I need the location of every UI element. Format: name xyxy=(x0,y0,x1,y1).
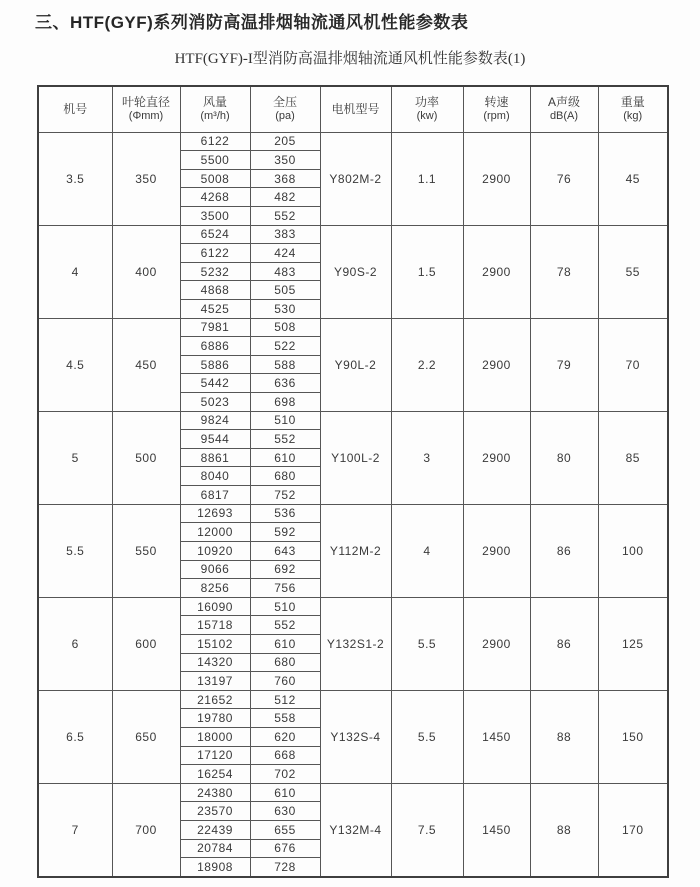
cell-weight: 45 xyxy=(598,132,668,225)
cell-pressure: 728 xyxy=(250,858,320,877)
cell-pressure: 510 xyxy=(250,411,320,430)
cell-motor: Y90L-2 xyxy=(320,318,391,411)
cell-noise: 86 xyxy=(530,504,598,597)
cell-flow: 5886 xyxy=(180,355,250,374)
cell-pressure: 512 xyxy=(250,690,320,709)
cell-diameter: 450 xyxy=(112,318,180,411)
header-row xyxy=(38,86,668,132)
cell-flow: 15102 xyxy=(180,634,250,653)
cell-pressure: 508 xyxy=(250,318,320,337)
cell-weight: 150 xyxy=(598,690,668,783)
cell-pressure: 752 xyxy=(250,486,320,505)
cell-weight: 85 xyxy=(598,411,668,504)
table-body xyxy=(38,132,668,877)
cell-pressure: 620 xyxy=(250,728,320,747)
cell-pressure: 588 xyxy=(250,355,320,374)
cell-pressure: 756 xyxy=(250,579,320,598)
cell-power: 7.5 xyxy=(391,783,463,877)
cell-flow: 4868 xyxy=(180,281,250,300)
col-header-motor: 电机型号 xyxy=(320,86,391,132)
table-row xyxy=(38,132,668,151)
cell-pressure: 610 xyxy=(250,448,320,467)
cell-pressure: 368 xyxy=(250,169,320,188)
cell-flow: 23570 xyxy=(180,802,250,821)
cell-flow: 9544 xyxy=(180,430,250,449)
cell-flow: 22439 xyxy=(180,821,250,840)
table-row xyxy=(38,318,668,337)
col-header-weight: 重量 (kg) xyxy=(598,86,668,132)
cell-pressure: 552 xyxy=(250,430,320,449)
cell-diameter: 600 xyxy=(112,597,180,690)
cell-pressure: 505 xyxy=(250,281,320,300)
col-header-noise: A声级 dB(A) xyxy=(530,86,598,132)
table-row xyxy=(38,225,668,244)
cell-pressure: 680 xyxy=(250,467,320,486)
page-title: 三、HTF(GYF)系列消防高温排烟轴流通风机性能参数表 xyxy=(35,13,469,32)
cell-pressure: 655 xyxy=(250,821,320,840)
cell-pressure: 668 xyxy=(250,746,320,765)
cell-flow: 4268 xyxy=(180,188,250,207)
col-header-flow: 风量 (m³/h) xyxy=(180,86,250,132)
cell-pressure: 510 xyxy=(250,597,320,616)
cell-pressure: 350 xyxy=(250,151,320,170)
cell-flow: 7981 xyxy=(180,318,250,337)
cell-weight: 70 xyxy=(598,318,668,411)
cell-noise: 80 xyxy=(530,411,598,504)
cell-speed: 2900 xyxy=(463,132,530,225)
cell-weight: 100 xyxy=(598,504,668,597)
cell-flow: 9066 xyxy=(180,560,250,579)
table-subtitle: HTF(GYF)-I型消防高温排烟轴流通风机性能参数表(1) xyxy=(174,51,526,67)
cell-flow: 12693 xyxy=(180,504,250,523)
table-row xyxy=(38,690,668,709)
cell-flow: 4525 xyxy=(180,299,250,318)
cell-flow: 6886 xyxy=(180,337,250,356)
cell-flow: 6524 xyxy=(180,225,250,244)
cell-flow: 5008 xyxy=(180,169,250,188)
cell-pressure: 482 xyxy=(250,188,320,207)
cell-model: 4 xyxy=(38,225,112,318)
cell-motor: Y90S-2 xyxy=(320,225,391,318)
cell-diameter: 550 xyxy=(112,504,180,597)
cell-pressure: 702 xyxy=(250,765,320,784)
cell-pressure: 558 xyxy=(250,709,320,728)
cell-pressure: 610 xyxy=(250,634,320,653)
cell-flow: 13197 xyxy=(180,672,250,691)
cell-flow: 5023 xyxy=(180,393,250,412)
cell-pressure: 636 xyxy=(250,374,320,393)
cell-pressure: 483 xyxy=(250,262,320,281)
table-header xyxy=(38,86,668,132)
cell-model: 6 xyxy=(38,597,112,690)
cell-pressure: 552 xyxy=(250,206,320,225)
cell-pressure: 383 xyxy=(250,225,320,244)
cell-flow: 5442 xyxy=(180,374,250,393)
cell-flow: 18000 xyxy=(180,728,250,747)
cell-pressure: 760 xyxy=(250,672,320,691)
cell-pressure: 592 xyxy=(250,523,320,542)
cell-power: 5.5 xyxy=(391,597,463,690)
cell-power: 1.1 xyxy=(391,132,463,225)
cell-noise: 88 xyxy=(530,690,598,783)
col-header-power: 功率 (kw) xyxy=(391,86,463,132)
cell-flow: 5232 xyxy=(180,262,250,281)
cell-speed: 2900 xyxy=(463,411,530,504)
cell-flow: 14320 xyxy=(180,653,250,672)
cell-flow: 12000 xyxy=(180,523,250,542)
cell-motor: Y802M-2 xyxy=(320,132,391,225)
cell-speed: 2900 xyxy=(463,597,530,690)
cell-flow: 10920 xyxy=(180,541,250,560)
cell-pressure: 680 xyxy=(250,653,320,672)
cell-power: 4 xyxy=(391,504,463,597)
cell-flow: 20784 xyxy=(180,839,250,858)
cell-flow: 8861 xyxy=(180,448,250,467)
cell-model: 3.5 xyxy=(38,132,112,225)
cell-speed: 2900 xyxy=(463,225,530,318)
cell-diameter: 500 xyxy=(112,411,180,504)
col-header-model: 机号 xyxy=(38,86,112,132)
cell-flow: 21652 xyxy=(180,690,250,709)
cell-power: 1.5 xyxy=(391,225,463,318)
cell-pressure: 205 xyxy=(250,132,320,151)
cell-flow: 8256 xyxy=(180,579,250,598)
cell-flow: 6122 xyxy=(180,132,250,151)
cell-speed: 2900 xyxy=(463,318,530,411)
cell-power: 5.5 xyxy=(391,690,463,783)
cell-flow: 9824 xyxy=(180,411,250,430)
col-header-speed: 转速 (rpm) xyxy=(463,86,530,132)
table-row xyxy=(38,411,668,430)
cell-speed: 1450 xyxy=(463,783,530,877)
cell-motor: Y132S-4 xyxy=(320,690,391,783)
table-row xyxy=(38,783,668,802)
cell-noise: 76 xyxy=(530,132,598,225)
cell-pressure: 698 xyxy=(250,393,320,412)
cell-weight: 55 xyxy=(598,225,668,318)
cell-pressure: 552 xyxy=(250,616,320,635)
fan-parameters-table xyxy=(37,85,669,878)
table-row xyxy=(38,504,668,523)
cell-power: 2.2 xyxy=(391,318,463,411)
cell-flow: 16090 xyxy=(180,597,250,616)
cell-power: 3 xyxy=(391,411,463,504)
cell-flow: 24380 xyxy=(180,783,250,802)
cell-model: 4.5 xyxy=(38,318,112,411)
cell-diameter: 350 xyxy=(112,132,180,225)
cell-flow: 5500 xyxy=(180,151,250,170)
cell-diameter: 700 xyxy=(112,783,180,877)
cell-pressure: 424 xyxy=(250,244,320,263)
cell-motor: Y132S1-2 xyxy=(320,597,391,690)
cell-noise: 86 xyxy=(530,597,598,690)
cell-pressure: 530 xyxy=(250,299,320,318)
cell-pressure: 630 xyxy=(250,802,320,821)
cell-flow: 6122 xyxy=(180,244,250,263)
cell-model: 5.5 xyxy=(38,504,112,597)
cell-pressure: 610 xyxy=(250,783,320,802)
cell-diameter: 400 xyxy=(112,225,180,318)
cell-flow: 15718 xyxy=(180,616,250,635)
cell-speed: 2900 xyxy=(463,504,530,597)
cell-model: 6.5 xyxy=(38,690,112,783)
cell-flow: 6817 xyxy=(180,486,250,505)
cell-flow: 3500 xyxy=(180,206,250,225)
cell-noise: 79 xyxy=(530,318,598,411)
col-header-pressure: 全压 (pa) xyxy=(250,86,320,132)
cell-flow: 8040 xyxy=(180,467,250,486)
cell-flow: 19780 xyxy=(180,709,250,728)
cell-weight: 170 xyxy=(598,783,668,877)
cell-pressure: 692 xyxy=(250,560,320,579)
cell-pressure: 536 xyxy=(250,504,320,523)
col-header-diameter: 叶轮直径 (Φmm) xyxy=(112,86,180,132)
cell-model: 5 xyxy=(38,411,112,504)
table-row xyxy=(38,597,668,616)
cell-diameter: 650 xyxy=(112,690,180,783)
cell-weight: 125 xyxy=(598,597,668,690)
cell-noise: 88 xyxy=(530,783,598,877)
cell-noise: 78 xyxy=(530,225,598,318)
cell-motor: Y100L-2 xyxy=(320,411,391,504)
cell-flow: 16254 xyxy=(180,765,250,784)
cell-pressure: 643 xyxy=(250,541,320,560)
cell-pressure: 676 xyxy=(250,839,320,858)
cell-motor: Y112M-2 xyxy=(320,504,391,597)
cell-flow: 17120 xyxy=(180,746,250,765)
cell-model: 7 xyxy=(38,783,112,877)
cell-pressure: 522 xyxy=(250,337,320,356)
cell-flow: 18908 xyxy=(180,858,250,877)
cell-speed: 1450 xyxy=(463,690,530,783)
cell-motor: Y132M-4 xyxy=(320,783,391,877)
